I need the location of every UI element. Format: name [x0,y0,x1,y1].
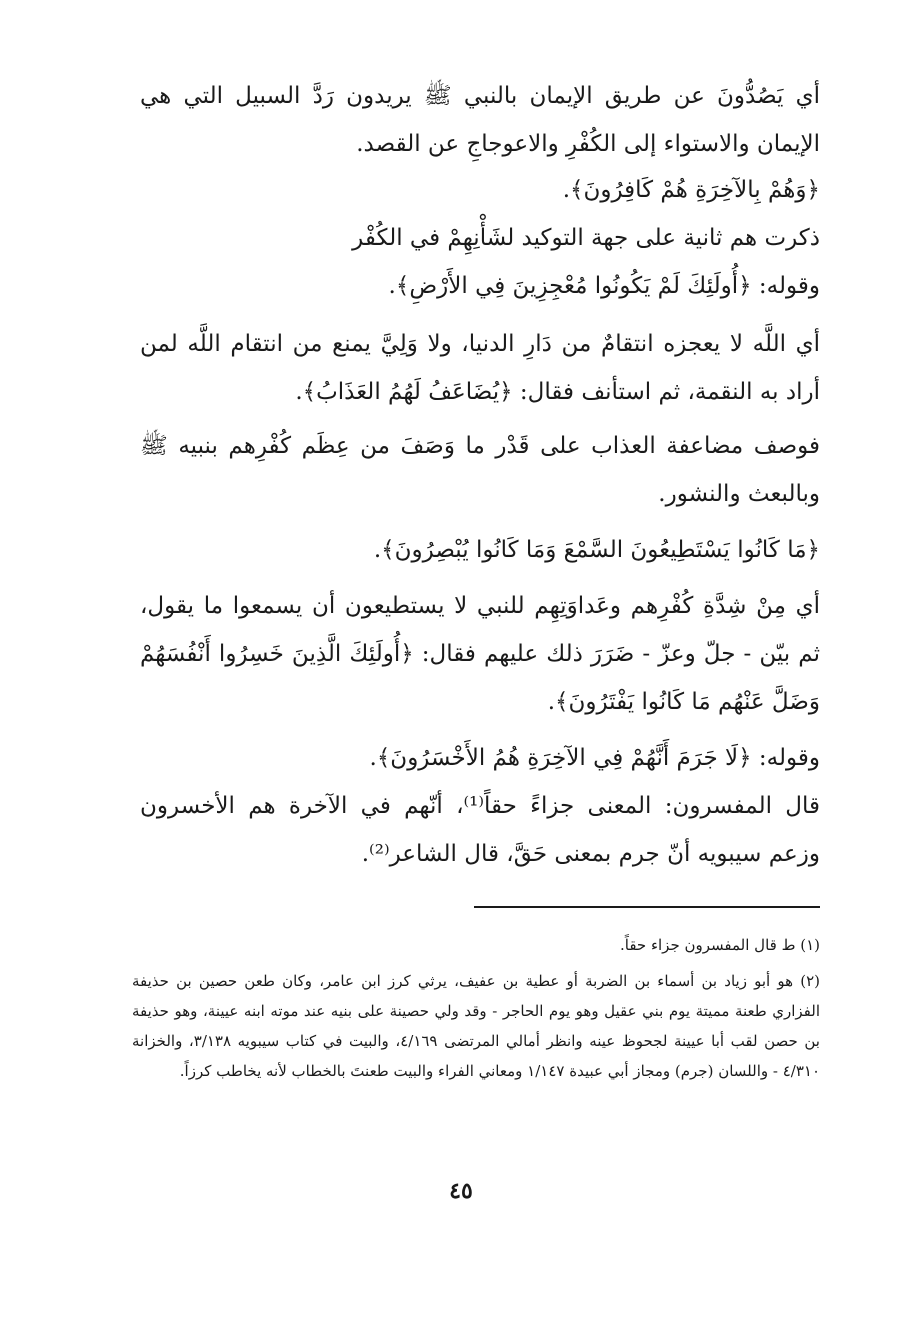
paragraph-7: وقوله: ﴿لَا جَرَمَ أَنَّهُمْ فِي الآخِرَةِ هُمُ الأَخْسَرُونَ﴾. [369,745,820,771]
paragraph-8: قال المفسرون: المعنى جزاءً حقاً⁽¹⁾، أنّهم في الآخرة هم الأخسرون وزعم سيبويه أنّ جرم بمعنى حَقَّ، قال الشاعر⁽²⁾. [140,793,820,867]
footnote-2: (٢) هو أبو زياد بن أسماء بن الضربة أو عطية بن عفيف، يرثي كرز ابن عامر، وكان طعن حصين بن حذيفة الفزاري طعنة مميتة يوم بني عقيل وهو يوم الحاجر - وقد ولي حصينة على بنيه عند موته ابنه عيينة، وهو حذيفة بن حصن لقب أبا عيينة لجحوظ عينه وانظر أمالي المرتضى ٤/١٦٩، والبيت في كتاب سيبويه ٣/١٣٨، والخزانة ٤/٣١٠ - واللسان (جرم) ومجاز أبي عبيدة ١/١٤٧ ومعاني الفراء والبيت طعنتَ بالخطاب لأنه يخاطب كرزاً. [132,972,820,1080]
paragraph-3: وقوله: ﴿أُولَئِكَ لَمْ يَكُونُوا مُعْجِزِينَ فِي الأَرْضِ﴾. [388,273,820,299]
footnote-divider [474,906,820,908]
footnote-1: (١) ط قال المفسرون جزاء حقاً. [619,936,820,954]
paragraph-4: أي اللَّه لا يعجزه انتقامٌ من دَارِ الدنيا، ولا وَلِيَّ يمنع من انتقام اللَّه لمن أراد به النقمة، ثم استأنف فقال: ﴿يُضَاعَفُ لَهُمُ العَذَابُ﴾. [140,331,820,405]
paragraph-5: فوصف مضاعفة العذاب على قَدْر ما وَصَفَ من عِظَم كُفْرِهم بنبيه ﷺ وبالبعث والنشور. [140,433,820,507]
paragraph-1: أي يَصُدُّونَ عن طريق الإيمان بالنبي ﷺ يريدون رَدَّ السبيل التي هي الإيمان والاستواء إلى الكُفْرِ والاعوجاجِ عن القصد. [140,83,820,157]
verse-line-2: ﴿مَا كَانُوا يَسْتَطِيعُونَ السَّمْعَ وَمَا كَانُوا يُبْصِرُونَ﴾. [373,537,820,563]
paragraph-6: أي مِنْ شِدَّةِ كُفْرِهم وعَداوَتِهِم للنبي لا يستطيعون أن يسمعوا ما يقول، ثم بيّن - جلّ وعزّ - ضَرَرَ ذلك عليهم فقال: ﴿أُولَئِكَ الَّذِينَ خَسِرُوا أَنْفُسَهُمْ وَضَلَّ عَنْهُم مَا كَانُوا يَفْتَرُونَ﴾. [140,593,820,715]
paragraph-2: ذكرت هم ثانية على جهة التوكيد لشَأْنِهِمْ في الكُفْر [352,225,820,251]
page-number: ٤٥ [449,1178,473,1204]
verse-line-1: ﴿وَهُمْ بِالآخِرَةِ هُمْ كَافِرُونَ﴾. [562,177,820,203]
